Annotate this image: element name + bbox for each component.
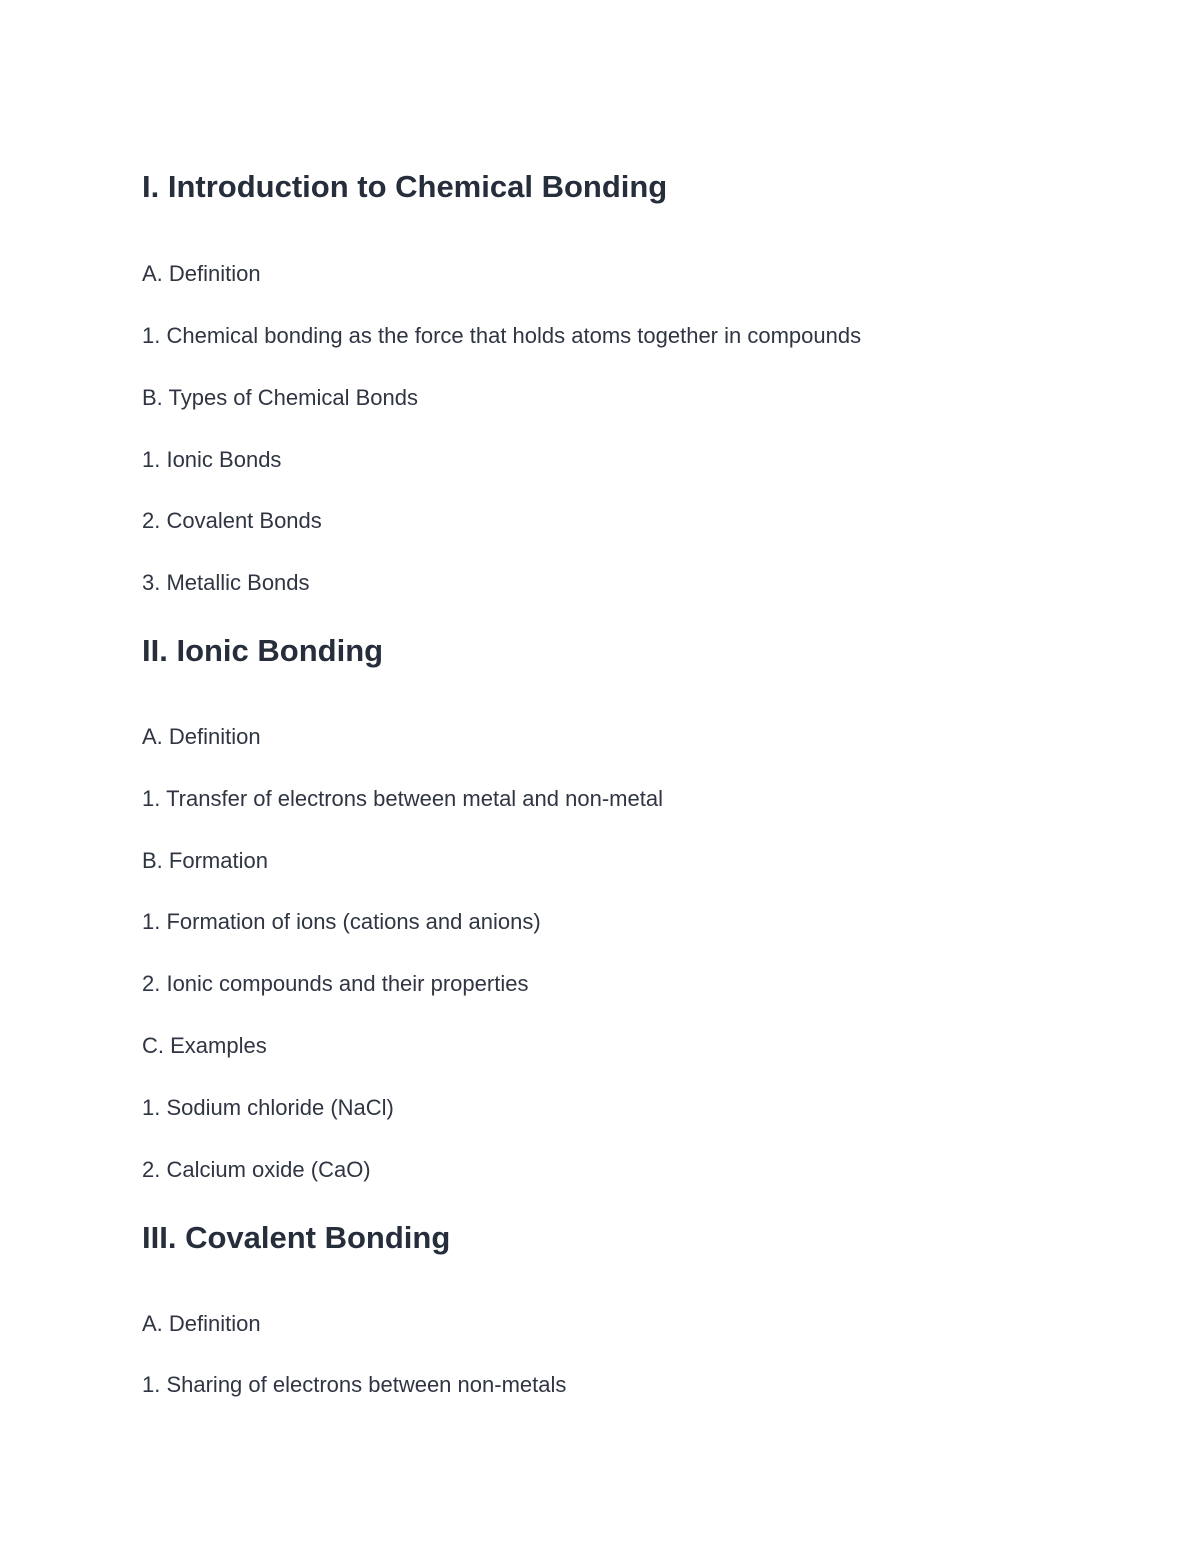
outline-item: 1. Ionic Bonds — [142, 447, 282, 472]
section-heading: II. Ionic Bonding — [142, 633, 384, 668]
subsection-label: B. Formation — [142, 848, 268, 873]
outline-item: 1. Formation of ions (cations and anions) — [142, 909, 541, 934]
outline-item: 2. Covalent Bonds — [142, 508, 322, 533]
section-heading: I. Introduction to Chemical Bonding — [142, 169, 668, 204]
outline-item: 1. Chemical bonding as the force that holds atoms together in compounds — [142, 323, 862, 348]
section-heading: III. Covalent Bonding — [142, 1220, 451, 1255]
outline-item: 1. Sharing of electrons between non-metals — [142, 1372, 567, 1397]
subsection-label: A. Definition — [142, 1311, 261, 1336]
outline-item: 1. Transfer of electrons between metal and non-metal — [142, 786, 663, 811]
outline-item: 1. Sodium chloride (NaCl) — [142, 1095, 394, 1120]
outline-item: 2. Calcium oxide (CaO) — [142, 1157, 371, 1182]
outline-item: 2. Ionic compounds and their properties — [142, 971, 529, 996]
subsection-label: A. Definition — [142, 724, 261, 749]
subsection-label: A. Definition — [142, 261, 261, 286]
subsection-label: B. Types of Chemical Bonds — [142, 385, 418, 410]
subsection-label: C. Examples — [142, 1033, 267, 1058]
outline-item: 3. Metallic Bonds — [142, 570, 310, 595]
